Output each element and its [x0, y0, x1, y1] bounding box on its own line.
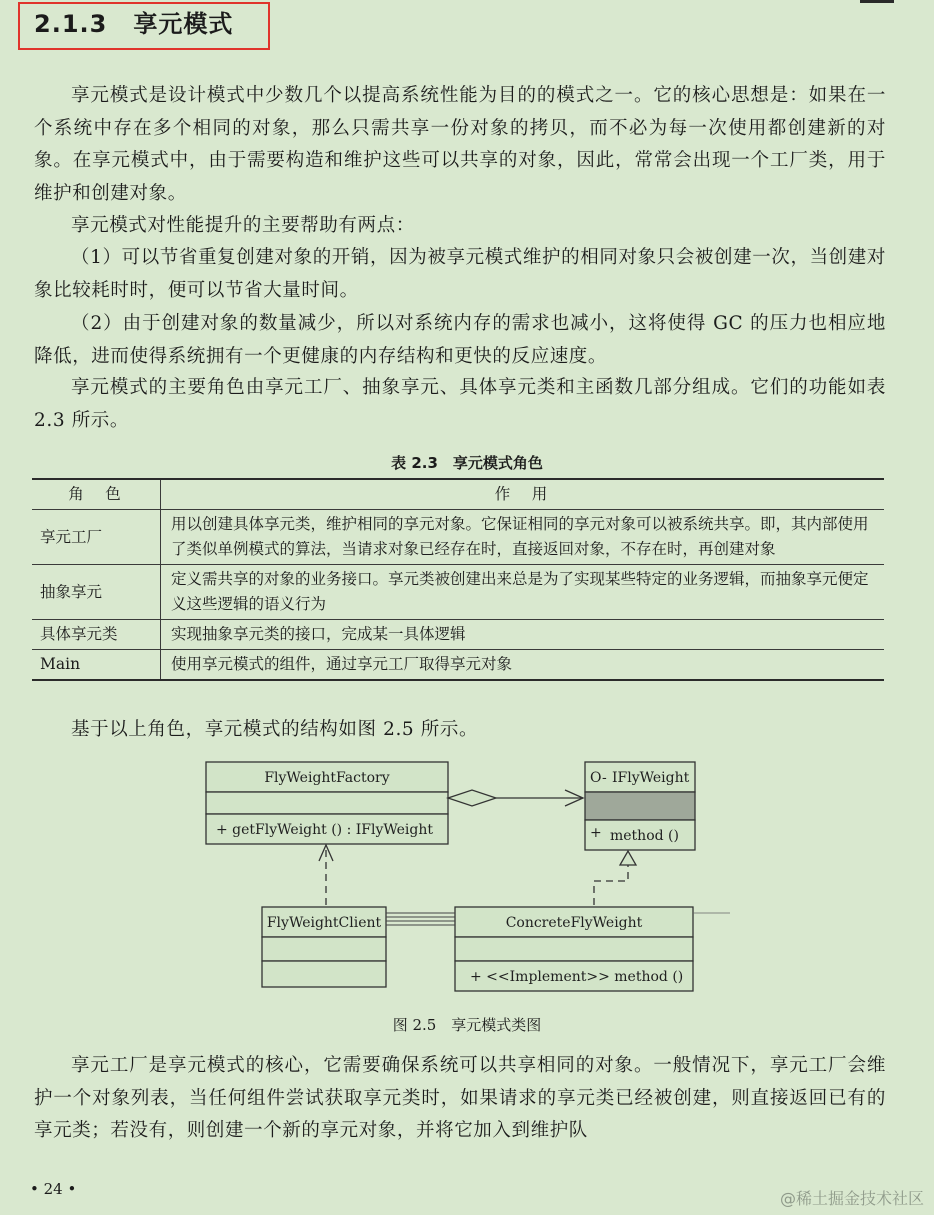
interface-method: method ()	[610, 828, 679, 844]
section-title: 享元模式	[133, 10, 234, 38]
paragraph-benefits-lead: 享元模式对性能提升的主要帮助有两点：	[71, 215, 415, 236]
paragraph-benefit-1: （1）可以节省重复创建对象的开销，因为被享元模式维护的相同对象只会被创建一次，当创建对象比较耗时时，便可以节省大量时间。	[34, 247, 886, 301]
table-cell-role: 具体享元类	[32, 620, 161, 650]
interface-marker-icon: O-	[590, 770, 607, 786]
table-cell-role: 抽象享元	[32, 565, 161, 620]
factory-method: + getFlyWeight () : IFlyWeight	[216, 822, 434, 838]
table-cell-role: Main	[32, 650, 161, 681]
interface-class-box	[585, 762, 695, 850]
table-header-row	[32, 479, 884, 510]
concrete-class-name: ConcreteFlyWeight	[505, 915, 643, 931]
roles-table	[32, 478, 884, 681]
table-cell-desc: 使用享元模式的组件，通过享元工厂取得享元对象	[161, 650, 885, 681]
table-header-role: 角 色	[32, 479, 161, 510]
interface-method-prefix: +	[590, 825, 602, 841]
aggregation-arrow	[448, 790, 583, 806]
table-row	[32, 510, 884, 565]
figure-caption: 图 2.5 享元模式类图	[392, 1016, 542, 1034]
paragraph-roles-intro: 享元模式的主要角色由享元工厂、抽象享元、具体享元类和主函数几部分组成。它们的功能如表 2.3 所示。	[34, 377, 886, 431]
table-cell-role: 享元工厂	[32, 510, 161, 565]
factory-class-box	[206, 762, 448, 844]
table-cell-desc: 实现抽象享元类的接口，完成某一具体逻辑	[161, 620, 885, 650]
uml-class-diagram	[190, 755, 730, 1005]
realization-arrow	[594, 851, 636, 905]
section-heading	[34, 4, 233, 39]
page-number: • 24 •	[30, 1180, 77, 1198]
dependency-arrow	[319, 845, 333, 905]
table-row	[32, 620, 884, 650]
client-class-name: FlyWeightClient	[266, 915, 382, 931]
paragraph-intro: 享元模式是设计模式中少数几个以提高系统性能为目的的模式之一。它的核心思想是：如果在一个系统中存在多个相同的对象，那么只需共享一份对象的拷贝，而不必为每一次使用都创建新的对象。在享元模式中，由于需要构造和维护这些可以共享的对象，因此，常常会出现一个工厂类，用于维护和创建对象。	[34, 85, 886, 204]
table-caption: 表 2.3 享元模式角色	[391, 454, 543, 472]
paragraph-factory-core: 享元工厂是享元模式的核心，它需要确保系统可以共享相同的对象。一般情况下，享元工厂会维护一个对象列表，当任何组件尝试获取享元类时，如果请求的享元类已经被创建，则直接返回已有的享元类；若没有，则创建一个新的享元对象，并将它加入到维护队	[34, 1055, 886, 1141]
watermark: @稀土掘金技术社区	[779, 1189, 924, 1208]
table-cell-desc: 定义需共享的对象的业务接口。享元类被创建出来总是为了实现某些特定的业务逻辑，而抽象享元便定义这些逻辑的语义行为	[161, 565, 885, 620]
factory-class-name: FlyWeightFactory	[264, 770, 390, 786]
concrete-class-box	[455, 907, 693, 991]
table-header-function: 作 用	[161, 479, 885, 510]
top-edge-mark	[860, 0, 894, 3]
paragraph-benefit-2: （2）由于创建对象的数量减少，所以对系统内存的需求也减小，这将使得 GC 的压力也相应地降低，进而使得系统拥有一个更健康的内存结构和更快的反应速度。	[34, 313, 886, 367]
table-row	[32, 565, 884, 620]
paragraph-structure-intro: 基于以上角色，享元模式的结构如图 2.5 所示。	[71, 719, 479, 740]
concrete-method: + <<Implement>> method ()	[470, 969, 684, 985]
section-number: 2.1.3	[34, 10, 108, 38]
client-class-box	[262, 907, 386, 987]
table-row	[32, 650, 884, 681]
interface-class-name: IFlyWeight	[612, 770, 690, 786]
table-cell-desc: 用以创建具体享元类，维护相同的享元对象。它保证相同的享元对象可以被系统共享。即，其内部使用了类似单例模式的算法，当请求对象已经存在时，直接返回对象，不存在时，再创建对象	[161, 510, 885, 565]
